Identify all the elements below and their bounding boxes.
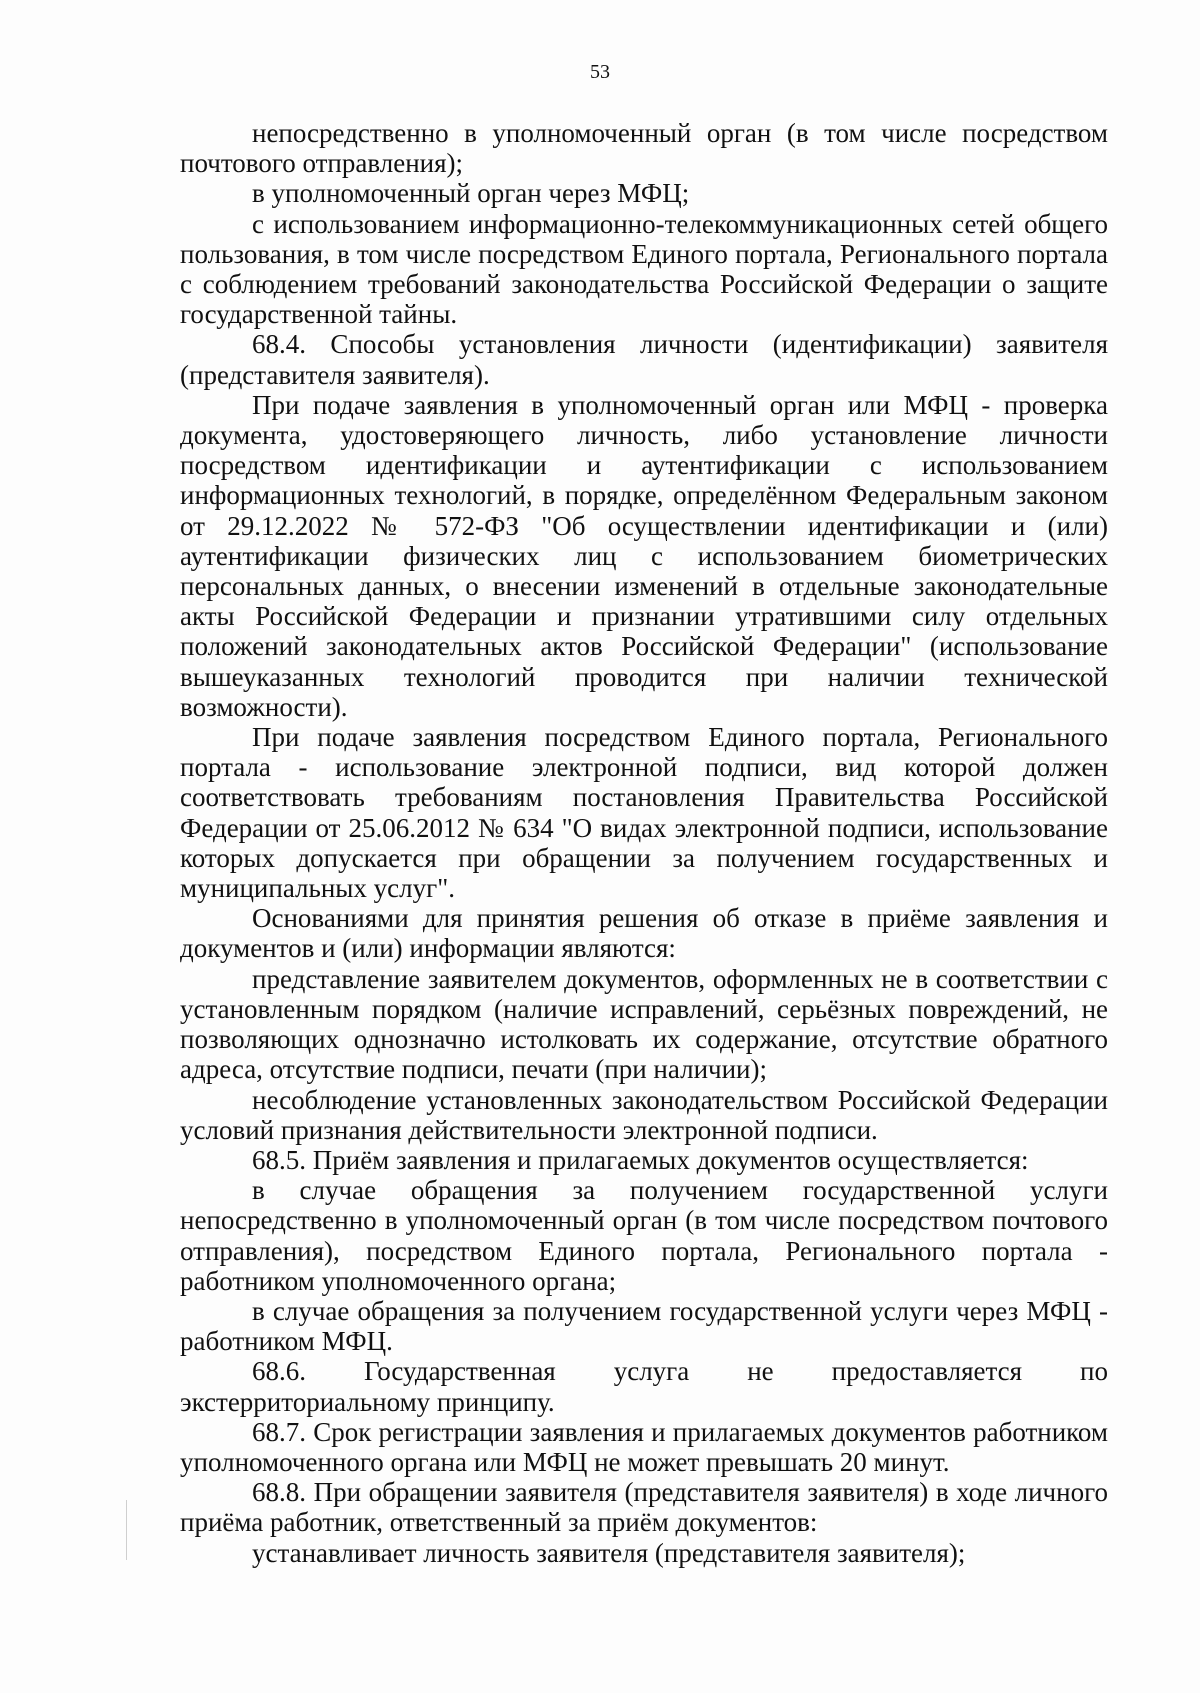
paragraph-submission-direct: непосредственно в уполномоченный орган (в том числе посредством почтового отправления); [180,118,1108,179]
paragraph-68-5: 68.5. Приём заявления и прилагаемых документов осуществляется: [252,1144,1029,1175]
paragraph-68-4: 68.4. Способы установления личности (идентификации) заявителя (представителя заявителя). [180,329,1108,390]
paragraph-submission-mfc: в уполномоченный орган через МФЦ; [252,178,690,209]
paragraph-68-8: 68.8. При обращении заявителя (представителя заявителя) в ходе личного приёма работник, ответственный за приём документов: [180,1477,1108,1538]
document-body [180,118,1108,1568]
scan-artifact-line [126,1500,127,1560]
paragraph-acceptance-authority: в случае обращения за получением государственной услуги непосредственно в уполномоченный орган (в том числе посредством почтового отправления), посредством Единого портала, Регионального портала - работником уполномоченного органа; [180,1175,1108,1296]
paragraph-refusal-signature: несоблюдение установленных законодательством Российской Федерации условий признания действительности электронной подписи. [180,1084,1108,1145]
paragraph-identification-in-person: При подаче заявления в уполномоченный орган или МФЦ - проверка документа, удостоверяющего личность, либо установление личности посредством идентификации и аутентификации с использованием информационных технологий, в порядке, определённом Федеральным законом от 29.12.2022 № 572-ФЗ "Об осуществлении идентификации и (или) аутентификации физических лиц с использованием биометрических персональных данных, о внесении изменений в отдельные законодательные акты Российской Федерации и признании утратившими силу отдельных положений законодательных актов Российской Федерации" (использование вышеуказанных технологий проводится при наличии технической возможности). [180,389,1108,722]
page-number: 53 [590,61,610,83]
paragraph-identity-check: устанавливает личность заявителя (представителя заявителя); [252,1537,966,1568]
paragraph-68-6: 68.6. Государственная услуга не предоставляется по экстерриториальному принципу. [180,1356,1108,1417]
paragraph-refusal-grounds: Основаниями для принятия решения об отказе в приёме заявления и документов и (или) информации являются: [180,903,1108,964]
paragraph-refusal-improper-documents: представление заявителем документов, оформленных не в соответствии с установленным порядком (наличие исправлений, серьёзных повреждений, не позволяющих однозначно истолковать их содержание, отсутствие обратного адреса, отсутствие подписи, печати (при наличии); [180,963,1108,1085]
paragraph-identification-portal: При подаче заявления посредством Единого портала, Регионального портала - использование электронной подписи, вид которой должен соответствовать требованиям постановления Правительства Российской Федерации от 25.06.2012 № 634 "О видах электронной подписи, использование которых допускается при обращении за получением государственных и муниципальных услуг". [180,722,1108,904]
paragraph-submission-networks: с использованием информационно-телекоммуникационных сетей общего пользования, в том числе посредством Единого портала, Регионального портала с соблюдением требований законодательства Российской Федерации о защите государственной тайны. [180,208,1108,330]
paragraph-68-7: 68.7. Срок регистрации заявления и прилагаемых документов работником уполномоченного органа или МФЦ не может превышать 20 минут. [180,1416,1108,1477]
paragraph-acceptance-mfc: в случае обращения за получением государственной услуги через МФЦ - работником МФЦ. [180,1295,1108,1357]
